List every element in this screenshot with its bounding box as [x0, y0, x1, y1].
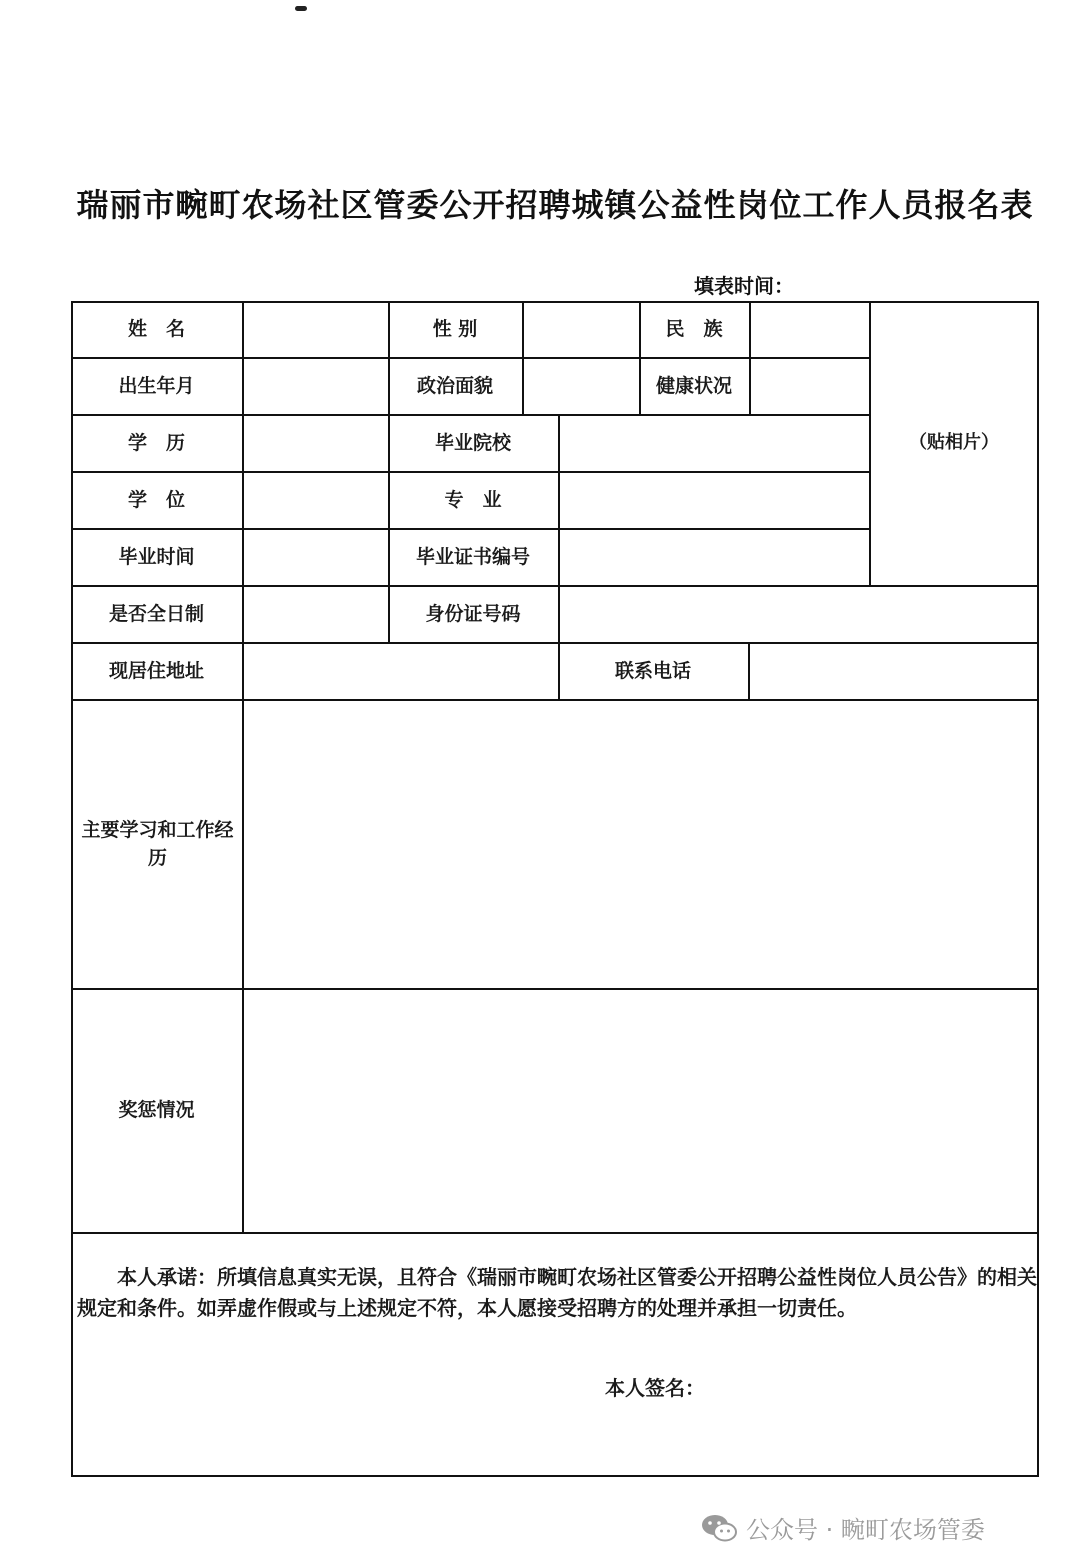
grad-time-field[interactable]: [244, 530, 388, 585]
name-field[interactable]: [244, 303, 388, 357]
fill-time-label: 填表时间：: [694, 274, 794, 298]
label-degree: 学 位: [127, 488, 185, 511]
phone-field[interactable]: [750, 644, 1037, 699]
label-health: 健康状况: [655, 374, 732, 397]
signature-label: 本人签名：: [605, 1376, 705, 1400]
label-fulltime: 是否全日制: [108, 602, 204, 625]
label-birth: 出生年月: [118, 374, 195, 397]
health-field[interactable]: [751, 359, 869, 414]
label-rewards: 奖惩情况: [118, 1099, 195, 1121]
cert-no-field[interactable]: [560, 530, 869, 585]
form-title: 瑞丽市畹町农场社区管委公开招聘城镇公益性岗位工作人员报名表: [76, 186, 1034, 224]
row-divider: [71, 1232, 1039, 1234]
experience-field[interactable]: [244, 701, 1037, 988]
ethnicity-field[interactable]: [751, 303, 869, 357]
label-name: 姓 名: [127, 318, 185, 340]
rewards-field[interactable]: [244, 990, 1037, 1232]
major-field[interactable]: [560, 473, 869, 528]
label-id-no: 身份证号码: [425, 602, 521, 625]
address-field[interactable]: [244, 644, 558, 699]
label-major: 专 业: [444, 488, 502, 511]
political-field[interactable]: [524, 359, 639, 414]
photo-placeholder[interactable]: （贴相片）: [909, 432, 999, 453]
wechat-icon: [700, 1513, 738, 1543]
label-political: 政治面貌: [416, 374, 493, 397]
fulltime-field[interactable]: [244, 587, 388, 642]
gender-field[interactable]: [524, 303, 639, 357]
label-grad-time: 毕业时间: [118, 545, 195, 568]
watermark-text: 公众号 · 畹町农场管委: [746, 1516, 985, 1544]
label-phone: 联系电话: [614, 659, 691, 682]
birth-field[interactable]: [244, 359, 388, 414]
label-cert-no: 毕业证书编号: [415, 545, 530, 568]
pledge-text: 本人承诺：所填信息真实无误，且符合《瑞丽市畹町农场社区管委公开招聘公益性岗位人员公告》的相关规定和条件。如弄虚作假或与上述规定不符，本人愿接受招聘方的处理并承担一切责任。: [77, 1265, 1037, 1320]
label-gender: 性 别: [432, 318, 478, 340]
school-field[interactable]: [560, 416, 869, 471]
watermark: [700, 1510, 985, 1545]
degree-field[interactable]: [244, 473, 388, 528]
label-experience: 主要学习和工作经历: [81, 818, 234, 869]
education-field[interactable]: [244, 416, 388, 471]
label-address: 现居住地址: [108, 659, 204, 682]
label-education: 学 历: [127, 431, 185, 454]
label-ethnicity: 民 族: [665, 318, 723, 340]
label-school: 毕业院校: [434, 431, 511, 454]
id-no-field[interactable]: [560, 587, 1037, 642]
scan-speck: [295, 6, 307, 11]
